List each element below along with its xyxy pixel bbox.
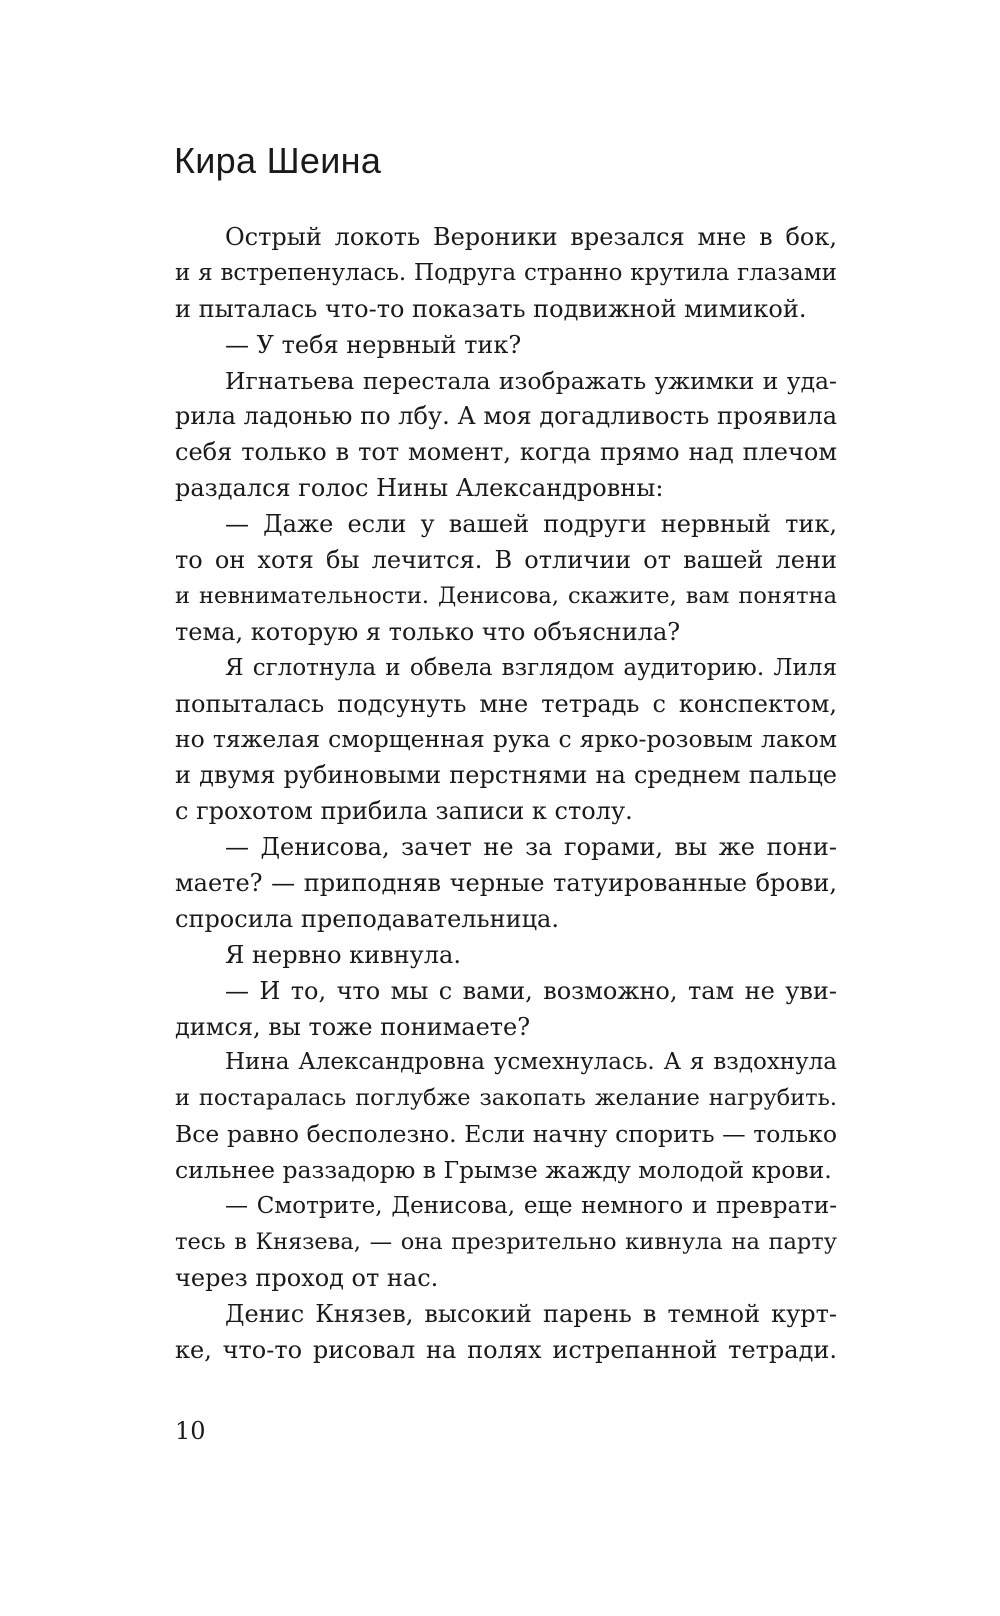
paragraph-first-line: — И то, что мы с вами, возможно, там не уви- — [225, 976, 837, 1005]
text-line: спросила преподавательница. — [175, 904, 559, 933]
text-line: раздался голос Нины Александровны: — [175, 474, 664, 503]
text-line: ке, что-то рисовал на полях истрепанной тетради. — [175, 1335, 837, 1364]
text-line: тесь в Князева, — она презрительно кивнула на парту — [175, 1228, 837, 1255]
paragraph-first-line: — Даже если у вашей подруги нервный тик, — [225, 510, 837, 539]
paragraph-first-line: Острый локоть Вероники врезался мне в бок, — [225, 223, 837, 251]
text-line: и постаралась поглубже закопать желание нагрубить. — [175, 1085, 837, 1112]
paragraph-first-line: — Смотрите, Денисова, еще немного и преврати- — [225, 1193, 837, 1220]
paragraph-first-line: Денис Князев, высокий парень в темной курт- — [225, 1299, 837, 1328]
text-line: и пыталась что-то показать подвижной мимикой. — [175, 294, 807, 323]
text-line: но тяжелая сморщенная рука с ярко-розовым лаком — [175, 725, 837, 754]
paragraph-first-line: Я сглотнула и обвела взглядом аудиторию. Лиля — [225, 654, 837, 681]
paragraph-first-line: — У тебя нервный тик? — [225, 330, 522, 359]
text-line: и невнимательности. Денисова, скажите, вам понятна — [175, 582, 837, 609]
paragraph-first-line: Игнатьева перестала изображать ужимки и уда- — [225, 366, 837, 395]
text-line: то он хотя бы лечится. В отличии от вашей лени — [175, 546, 837, 575]
text-line: попыталась подсунуть мне тетрадь с конспектом, — [175, 689, 837, 718]
text-line: рила ладонью по лбу. А моя догадливость проявила — [175, 402, 837, 431]
running-header-author: Кира Шеина — [174, 140, 382, 181]
text-line: и я встрепенулась. Подруга странно крутила глазами — [175, 259, 837, 286]
text-line: через проход от нас. — [175, 1263, 439, 1292]
text-line: себя только в тот момент, когда прямо над плечом — [175, 438, 837, 467]
text-line: с грохотом прибила записи к столу. — [175, 797, 633, 826]
text-line: маете? — приподняв черные татуированные брови, — [175, 869, 837, 898]
paragraph-first-line: — Денисова, зачет не за горами, вы же пони- — [225, 833, 837, 862]
paragraph-first-line: Нина Александровна усмехнулась. А я вздохнула — [225, 1049, 837, 1076]
text-line: димся, вы тоже понимаете? — [175, 1012, 531, 1041]
text-line: тема, которую я только что объяснила? — [175, 617, 681, 646]
text-line: и двумя рубиновыми перстнями на среднем пальце — [175, 761, 837, 790]
text-line: Все равно бесполезно. Если начну спорить — только — [175, 1120, 837, 1149]
paragraph-first-line: Я нервно кивнула. — [225, 940, 461, 969]
text-line: сильнее раззадорю в Грымзе жажду молодой крови. — [175, 1156, 832, 1185]
page-number: 10 — [175, 1417, 206, 1445]
page-body — [175, 220, 837, 1369]
